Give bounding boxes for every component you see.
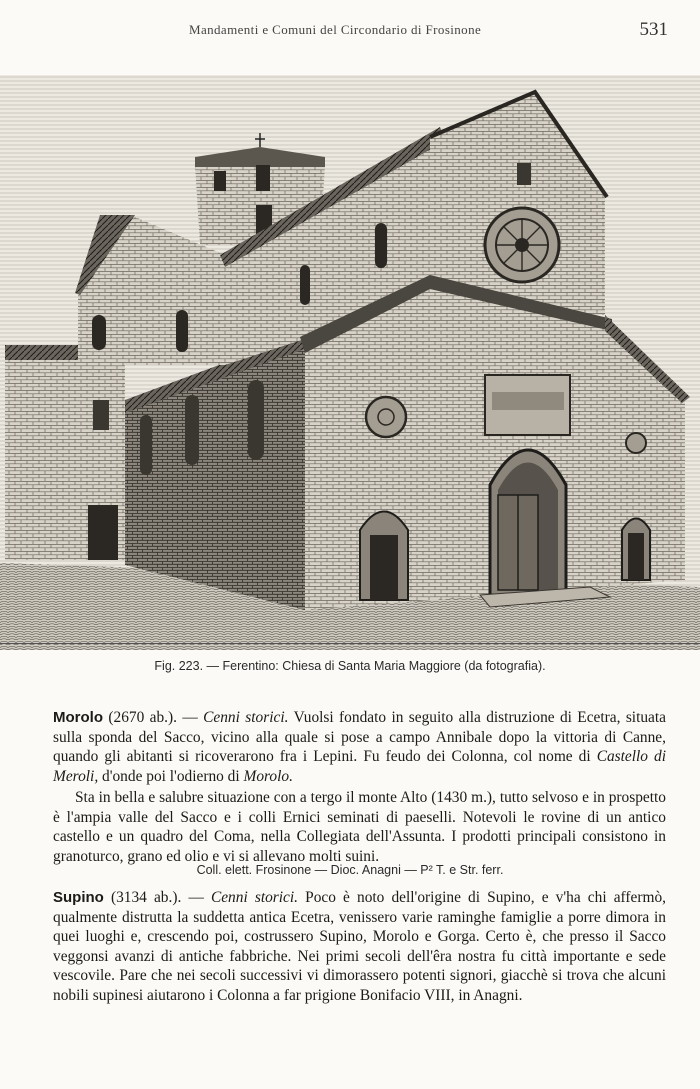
running-header — [0, 19, 700, 44]
paragraph-text: Poco è noto dell'origine di Supino, e v'ha chi affermò, qualmente distrutta la suddetta antica Ecetra, venissero varie raminghe famiglie a porre dimora in quei luoghi e, crescendo poi, costrussero Supino, Morolo e Gorga. Certo è, che presso il Sacco veggonsi avanzi di antiche fabbriche. Nei primi secoli dell'êra nostra fu città importante e sede vescovile. Pare che nei secoli successivi vi dimorassero potenti signori, giacchè si trova che alcuni nobili supinesi aiutarono i Colonna a far prigione Bonifacio VIII, in Anagni. — [53, 889, 666, 1004]
figure-caption: Fig. 223. — Ferentino: Chiesa di Santa Maria Maggiore (da fotografia). — [154, 659, 546, 673]
paragraph-morolo-history — [53, 708, 666, 786]
section-label: Cenni storici. — [210, 889, 299, 906]
church-engraving — [0, 75, 700, 650]
italic-term: Morolo. — [243, 767, 293, 785]
italic-term: Castello di Meroli, — [53, 748, 667, 785]
entry-name-supino: Supino — [53, 889, 104, 906]
paragraph-text: Vuolsi fondato in seguito alla distruzione di Ecetra, situata sulla sponda del Sacco, vicino alla quale si pose a campo Annibale dopo la vittoria di Canne, quando gli abitanti si ricoverarono fra i Lepini. Fu feudo dei Colonna, col nome di — [53, 709, 666, 766]
paragraph-supino-history — [53, 888, 666, 1006]
population-supino: (3134 ab.). — — [103, 889, 211, 906]
section-label: Cenni storici. — [203, 709, 289, 726]
paragraph-morolo-description: Sta in bella e salubre situazione con a tergo il monte Alto (1430 m.), tutto selvoso e in prospetto è l'ampia valle del Sacco e i colli Ernici seminati di paeselli. Notevoli le rovine di un antico castello e un quadro del Coma, nella Collegiata dell'Assunta. I prodotti principali consistono in granoturco, grano ed olio e vi si allevano molti suini. — [53, 789, 666, 865]
paragraph-text: d'onde poi l'odierno di — [98, 767, 244, 785]
page-number: 531 — [639, 19, 668, 40]
header-title: Mandamenti e Comuni del Circondario di Frosinone — [189, 22, 482, 37]
population-morolo: (2670 ab.). — — [103, 709, 204, 726]
entry-name-morolo: Morolo — [53, 709, 103, 726]
electoral-college-line: Coll. elett. Frosinone — Dioc. Anagni — P² T. e Str. ferr. — [196, 863, 504, 877]
engraving-illustration — [0, 75, 700, 650]
